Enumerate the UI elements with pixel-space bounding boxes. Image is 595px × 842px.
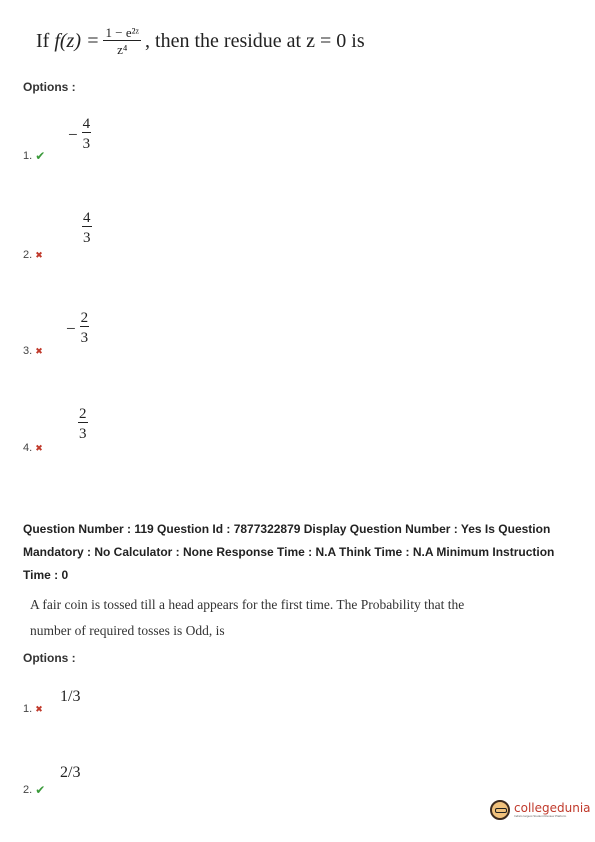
logo-tagline: India's largest Student Review Platform [514, 814, 567, 818]
q1-numerator: 1 − e²ᶻ [105, 25, 140, 40]
q1-suffix: , then the residue at z = 0 is [145, 30, 365, 52]
q1-function: f(z) = [54, 30, 100, 52]
fraction-numerator: 2 [79, 406, 87, 422]
option-number: 2. [23, 249, 33, 261]
q1-option-2-number [23, 249, 43, 261]
option-number: 4. [23, 442, 33, 454]
meta-line-3: Time : 0 [23, 568, 69, 582]
wrong-cross-icon: ✖ [35, 442, 43, 453]
q1-option-3-number [23, 345, 43, 357]
correct-check-icon: ✔ [35, 783, 46, 797]
q2-options-label: Options : [23, 651, 76, 665]
q1-option-2-value [78, 210, 92, 247]
logo-brand: collegedunia [514, 801, 591, 815]
fraction-sign: − [66, 318, 76, 338]
q2-line-2: number of required tosses is Odd, is [30, 623, 225, 638]
meta-line-2: Mandatory : No Calculator : None Response Time : N.A Think Time : N.A Minimum Instruction [23, 545, 555, 559]
meta-line-1: Question Number : 119 Question Id : 7877322879 Display Question Number : Yes Is Question [23, 522, 551, 536]
fraction-denominator: 3 [80, 330, 89, 346]
wrong-cross-icon: ✖ [35, 345, 43, 356]
options-label: Options : [23, 80, 76, 94]
fraction-denominator: 3 [79, 426, 87, 442]
q2-option-2-number [23, 783, 45, 797]
fraction-numerator: 4 [82, 116, 91, 132]
q2-option-2-value: 2/3 [60, 764, 81, 781]
option-number: 3. [23, 345, 33, 357]
fraction-sign: − [68, 124, 78, 144]
fraction-denominator: 3 [82, 136, 91, 152]
wrong-cross-icon: ✖ [35, 249, 43, 260]
q1-prefix: If [36, 30, 50, 52]
q1-option-1-number [23, 149, 45, 163]
correct-check-icon: ✔ [35, 149, 46, 163]
q2-option-1-number [23, 703, 43, 715]
q2-option-1-value: 1/3 [60, 688, 81, 705]
q1-option-3-value [66, 310, 89, 347]
q1-denominator: z⁴ [117, 42, 128, 57]
fraction-denominator: 3 [83, 230, 91, 246]
question-1-text [36, 26, 365, 57]
question-metadata [23, 518, 583, 587]
wrong-cross-icon: ✖ [35, 703, 43, 714]
fraction-numerator: 2 [80, 310, 89, 326]
q1-option-1-value [68, 116, 91, 153]
option-number: 1. [23, 150, 33, 162]
collegedunia-logo [490, 800, 591, 820]
q2-line-1: A fair coin is tossed till a head appears for the first time. The Probability that the [30, 597, 465, 612]
fraction-numerator: 4 [83, 210, 91, 226]
option-number: 1. [23, 703, 33, 715]
q1-option-4-value [74, 406, 88, 443]
question-2-text [30, 592, 490, 644]
student-face-icon [490, 800, 510, 820]
q1-fraction [103, 26, 141, 57]
q1-option-4-number [23, 442, 43, 454]
option-number: 2. [23, 784, 33, 796]
